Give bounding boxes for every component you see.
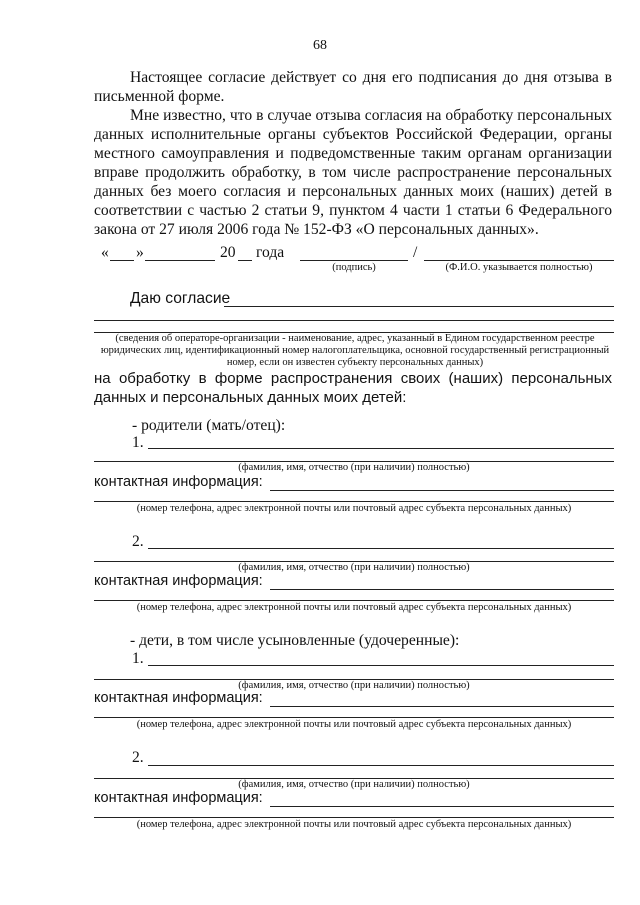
year-suffix: года <box>256 244 285 261</box>
consent-label: Даю согласие <box>130 290 231 307</box>
parent-2-fio-caption: (фамилия, имя, отчество (при наличии) полностью) <box>238 562 470 573</box>
child-2-number: 2. <box>132 749 144 766</box>
month-field[interactable] <box>145 260 215 261</box>
date-open-quote: « <box>101 244 109 261</box>
parent-2-contact-field[interactable] <box>270 589 614 590</box>
date-close-quote: » <box>136 244 144 261</box>
operator-field-line2[interactable] <box>94 320 614 321</box>
paragraph-validity: Настоящее согласие действует со дня его подписания до дня отзыва в письменной форме. <box>94 69 612 105</box>
parent-2-number: 2. <box>132 533 144 550</box>
parent-1-contact-label: контактная информация: <box>94 474 263 490</box>
parent-1-contact-field-line2[interactable] <box>94 501 614 502</box>
children-section-label: - дети, в том числе усыновленные (удочеренные): <box>130 632 460 649</box>
child-2-fio-caption: (фамилия, имя, отчество (при наличии) полностью) <box>238 779 470 790</box>
child-1-fio-caption: (фамилия, имя, отчество (при наличии) полностью) <box>238 680 470 691</box>
child-1-contact-field[interactable] <box>270 706 614 707</box>
child-1-contact-field-line2[interactable] <box>94 717 614 718</box>
consent-purpose: на обработку в форме распространения своих (наших) персональных данных и персональных данных моих детей: <box>94 370 612 406</box>
child-2-contact-field-line2[interactable] <box>94 817 614 818</box>
parent-1-contact-field[interactable] <box>270 490 614 491</box>
operator-caption: (сведения об операторе-организации - наименование, адрес, указанный в Едином государственном реестре юридических лиц, идентификационный номер налогоплательщика, основной государственный регистрационный номер, если он известен субъекту персональных данных) <box>100 333 610 368</box>
child-1-number: 1. <box>132 650 144 667</box>
page-number: 68 <box>313 38 327 53</box>
fio-caption: (Ф.И.О. указывается полностью) <box>445 262 593 273</box>
child-2-name-field[interactable] <box>148 765 614 766</box>
parent-1-number: 1. <box>132 434 144 451</box>
child-1-name-field[interactable] <box>148 665 614 666</box>
signature-slash: / <box>413 244 418 261</box>
child-2-contact-field[interactable] <box>270 806 614 807</box>
parent-2-contact-field-line2[interactable] <box>94 600 614 601</box>
child-1-contact-caption: (номер телефона, адрес электронной почты или почтовый адрес субъекта персональных данных) <box>136 719 572 730</box>
child-2-contact-label: контактная информация: <box>94 790 263 806</box>
day-field[interactable] <box>110 260 134 261</box>
parents-section-label: - родители (мать/отец): <box>132 417 286 434</box>
operator-field[interactable] <box>224 306 614 307</box>
parent-1-contact-caption: (номер телефона, адрес электронной почты или почтовый адрес субъекта персональных данных) <box>136 503 572 514</box>
parent-2-name-field[interactable] <box>148 548 614 549</box>
child-1-contact-label: контактная информация: <box>94 690 263 706</box>
paragraph-revocation: Мне известно, что в случае отзыва согласия на обработку персональных данных исполнительные органы субъектов Российской Федерации, органы местного самоуправления и подведомственные таким органам организации вправе продолжить обработку, в том числе распространение персональных данных без моего согласия и персональных данных моих (наших) детей в соответствии с частью 2 статьи 9, пунктом 4 части 1 статьи 6 Федерального закона от 27 июля 2006 года № 152-ФЗ «О персональных данных». <box>94 107 612 238</box>
child-2-contact-caption: (номер телефона, адрес электронной почты или почтовый адрес субъекта персональных данных) <box>136 819 572 830</box>
signature-field[interactable] <box>300 260 408 261</box>
parent-1-name-field[interactable] <box>148 448 614 449</box>
parent-2-contact-label: контактная информация: <box>94 573 263 589</box>
year-field[interactable] <box>238 260 252 261</box>
year-prefix: 20 <box>220 244 236 261</box>
parent-1-fio-caption: (фамилия, имя, отчество (при наличии) полностью) <box>238 462 470 473</box>
parent-2-contact-caption: (номер телефона, адрес электронной почты или почтовый адрес субъекта персональных данных) <box>136 602 572 613</box>
signature-caption: (подпись) <box>332 262 376 273</box>
fio-field[interactable] <box>424 260 614 261</box>
